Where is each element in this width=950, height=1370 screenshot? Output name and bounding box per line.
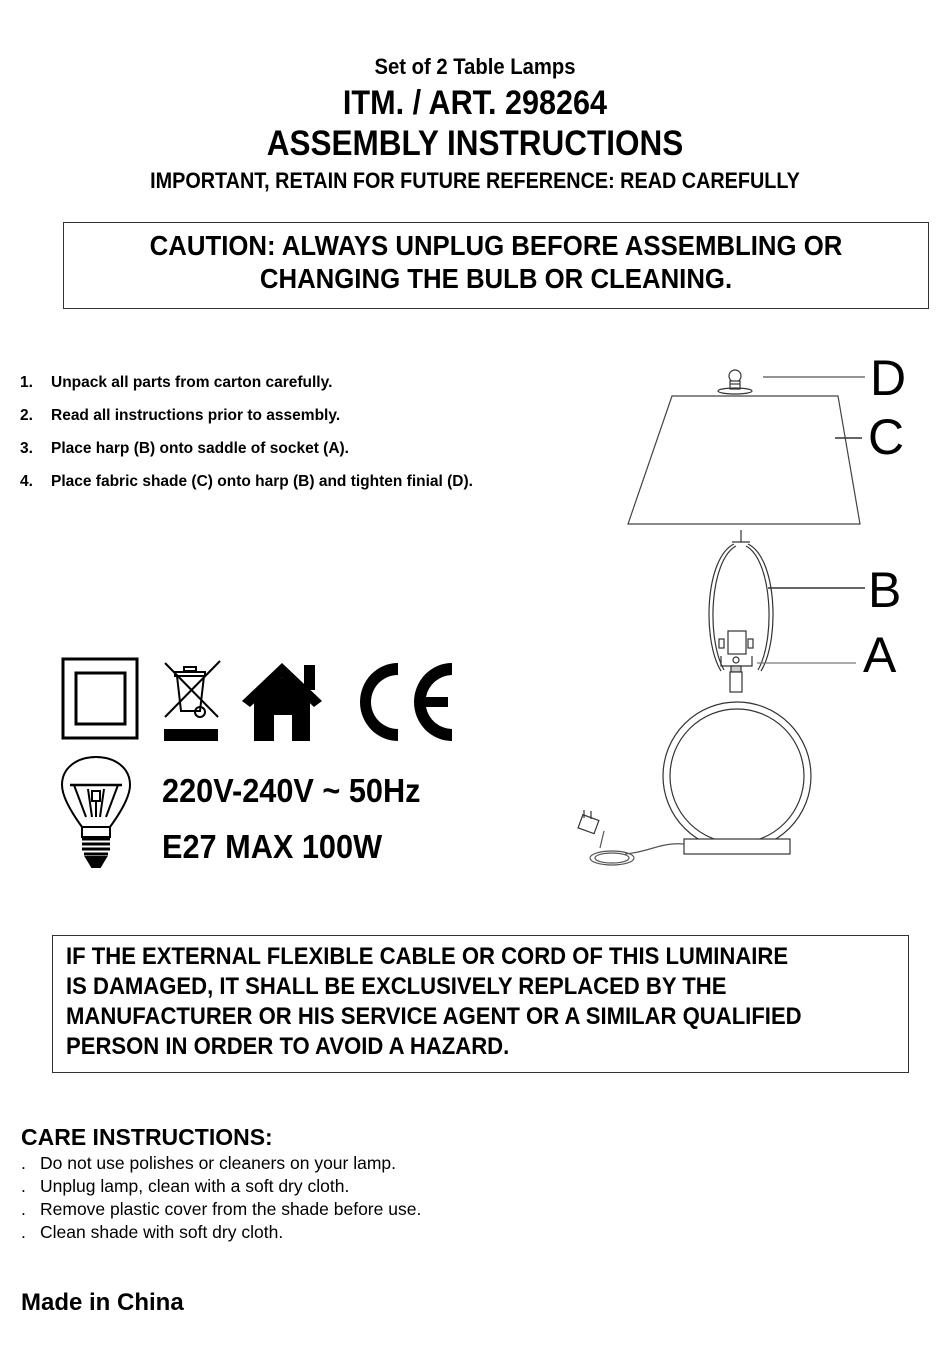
care-item [21, 1221, 421, 1244]
product-subtitle: Set of 2 Table Lamps [374, 54, 576, 79]
certification-symbols [60, 655, 460, 745]
part-label-d: D [870, 350, 907, 406]
step-text: Read all instructions prior to assembly. [51, 407, 341, 424]
bullet-icon: . [21, 1176, 26, 1196]
care-item-text: Do not use polishes or cleaners on your lamp. [40, 1153, 397, 1173]
bulb-spec: E27 MAX 100W [162, 828, 383, 865]
step-number: 3. [20, 440, 33, 457]
bullet-icon: . [21, 1199, 26, 1219]
socket-icon [719, 631, 753, 672]
item-number: ITM. / ART. 298264 [342, 84, 608, 122]
ce-mark-icon [360, 663, 452, 741]
care-item-text: Clean shade with soft dry cloth. [40, 1222, 284, 1242]
care-instructions-list [21, 1152, 421, 1244]
indoor-use-house-icon [242, 663, 322, 741]
care-item-text: Unplug lamp, clean with a soft dry cloth. [40, 1176, 350, 1196]
assembly-steps [20, 373, 580, 505]
step-item [20, 373, 580, 406]
care-item-text: Remove plastic cover from the shade before use. [40, 1199, 422, 1219]
care-item [21, 1175, 421, 1198]
weee-crossed-bin-icon [164, 661, 220, 741]
warning-line: IS DAMAGED, IT SHALL BE EXCLUSIVELY REPLACED BY THE [66, 973, 727, 1000]
warning-line: MANUFACTURER OR HIS SERVICE AGENT OR A SIMILAR QUALIFIED [66, 1003, 802, 1030]
part-label-c: C [868, 409, 905, 465]
care-item [21, 1198, 421, 1221]
caution-box [63, 222, 929, 309]
warning-line: IF THE EXTERNAL FLEXIBLE CABLE OR CORD OF THIS LUMINAIRE [66, 943, 789, 970]
bullet-icon: . [21, 1222, 26, 1242]
step-text: Place fabric shade (C) onto harp (B) and tighten finial (D). [51, 473, 473, 490]
step-item [20, 406, 580, 439]
step-number: 1. [20, 374, 33, 391]
warning-line: PERSON IN ORDER TO AVOID A HAZARD. [66, 1033, 510, 1060]
important-notice: IMPORTANT, RETAIN FOR FUTURE REFERENCE: READ CAREFULLY [150, 168, 800, 193]
voltage-spec: 220V-240V ~ 50Hz [162, 772, 421, 809]
country-of-origin: Made in China [21, 1289, 184, 1316]
light-bulb-icon [60, 755, 132, 873]
step-number: 2. [20, 407, 33, 424]
part-label-a: A [863, 627, 897, 683]
part-label-b: B [868, 562, 902, 618]
care-item [21, 1152, 421, 1175]
step-item [20, 439, 580, 472]
step-number: 4. [20, 473, 33, 490]
class-ii-double-insulation-icon [63, 659, 137, 738]
document-title: ASSEMBLY INSTRUCTIONS [266, 124, 684, 163]
caution-line: CAUTION: ALWAYS UNPLUG BEFORE ASSEMBLING OR [149, 230, 843, 261]
step-text: Unpack all parts from carton carefully. [51, 374, 333, 391]
bullet-icon: . [21, 1153, 26, 1173]
finial-icon [718, 370, 752, 394]
caution-line: CHANGING THE BULB OR CLEANING. [259, 263, 733, 294]
plug-icon [578, 810, 599, 834]
cord-warning-box [52, 935, 909, 1073]
care-instructions-title: CARE INSTRUCTIONS: [21, 1124, 273, 1150]
lamp-exploded-diagram [560, 340, 940, 880]
step-text: Place harp (B) onto saddle of socket (A). [51, 440, 349, 457]
step-item [20, 472, 580, 505]
